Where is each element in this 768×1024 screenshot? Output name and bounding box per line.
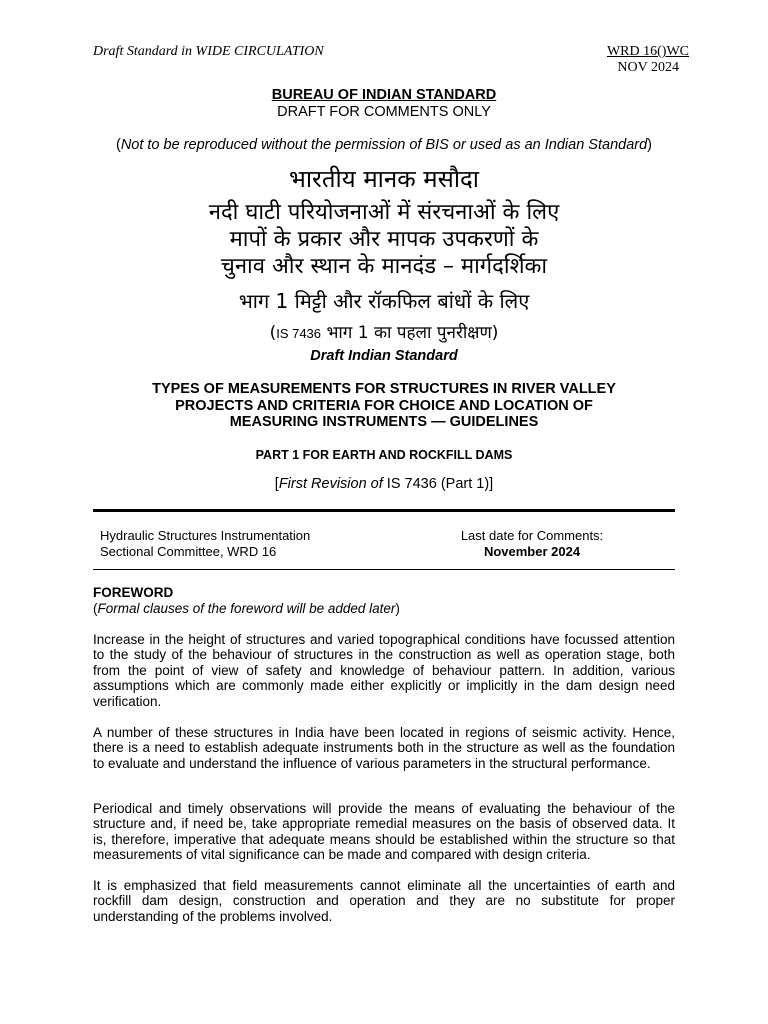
hindi-standard-title bbox=[0, 199, 768, 280]
committee-line: Hydraulic Structures Instrumentation bbox=[100, 528, 311, 543]
hindi-part-title: भाग 1 मिट्टी और रॉकफिल बांधों के लिए bbox=[238, 289, 530, 313]
foreword-subtitle-text: Formal clauses of the foreword will be added later bbox=[97, 601, 396, 616]
foreword-subtitle: (Formal clauses of the foreword will be added later) bbox=[93, 601, 400, 616]
reproduction-notice: (Not to be reproduced without the permission of BIS or used as an Indian Standard) bbox=[115, 137, 653, 153]
thin-divider bbox=[93, 569, 675, 570]
comments-deadline-date: November 2024 bbox=[483, 544, 581, 559]
thick-divider bbox=[93, 509, 675, 512]
committee-line: Sectional Committee, WRD 16 bbox=[100, 544, 277, 559]
draft-indian-standard-label: Draft Indian Standard bbox=[310, 348, 458, 364]
foreword-paragraph: A number of these structures in India have been located in regions of seismic activity. Hence, there is a need to establish adequate instruments both in the structure as well as the foundation to evaluate and understand the influence of various parameters in the structural performance. bbox=[93, 725, 675, 771]
english-standard-title bbox=[0, 381, 768, 431]
hindi-revision-is: IS 7436 bbox=[276, 326, 322, 341]
hindi-title: भारतीय मानक मसौदा bbox=[288, 165, 480, 193]
hindi-revision-text: भाग 1 का पहला पुनरीक्षण bbox=[326, 323, 492, 343]
committee-name bbox=[100, 528, 310, 560]
part-title: PART 1 FOR EARTH AND ROCKFILL DAMS bbox=[255, 448, 513, 462]
revision-note: [First Revision of IS 7436 (Part 1)] bbox=[274, 476, 494, 492]
hindi-title-line: चुनाव और स्थान के मानदंड – मार्गदर्शिका bbox=[220, 254, 548, 279]
foreword-paragraph: It is emphasized that field measurements cannot eliminate all the uncertainties of earth and rockfill dam design, construction and operation and they are no substitute for proper understanding of the problems involved. bbox=[93, 878, 675, 924]
bureau-heading: BUREAU OF INDIAN STANDARD bbox=[271, 87, 497, 103]
foreword-heading: FOREWORD bbox=[93, 585, 174, 600]
english-title-line: MEASURING INSTRUMENTS — GUIDELINES bbox=[229, 414, 539, 430]
comments-deadline bbox=[430, 528, 634, 560]
hindi-title-line: नदी घाटी परियोजनाओं में संरचनाओं के लिए bbox=[208, 200, 560, 225]
revision-italic: First Revision of bbox=[278, 476, 383, 492]
document-code: WRD 16()WC bbox=[606, 44, 689, 59]
circulation-label: Draft Standard in WIDE CIRCULATION bbox=[93, 44, 324, 59]
hindi-revision-note: (IS 7436 भाग 1 का पहला पुनरीक्षण) bbox=[269, 323, 499, 343]
revision-text: IS 7436 (Part 1) bbox=[382, 476, 490, 492]
document-code-block bbox=[607, 44, 689, 76]
hindi-title-line: मापों के प्रकार और मापक उपकरणों के bbox=[229, 227, 539, 252]
comments-deadline-label: Last date for Comments: bbox=[460, 528, 604, 543]
reproduction-notice-text: Not to be reproduced without the permission of BIS or used as an Indian Standard bbox=[120, 137, 648, 153]
english-title-line: PROJECTS AND CRITERIA FOR CHOICE AND LOCATION OF bbox=[175, 397, 593, 414]
foreword-paragraph: Increase in the height of structures and varied topographical conditions have focussed attention to the study of the behaviour of structures in the construction as well as operation stage, both from the point of view of safety and knowledge of behaviour pattern. In addition, various assumptions which are commonly made either explicitly or implicitly in the dam design need verification. bbox=[93, 632, 675, 709]
english-title-line: TYPES OF MEASUREMENTS FOR STRUCTURES IN RIVER VALLEY bbox=[152, 381, 616, 397]
document-date: NOV 2024 bbox=[617, 60, 679, 75]
foreword-paragraph: Periodical and timely observations will provide the means of evaluating the behaviour of the structure and, if need be, take appropriate remedial measures on the basis of observed data. It is, therefore, imperative that adequate means should be established within the structure so that measurements of vital significance can be made and compared with design criteria. bbox=[93, 801, 675, 863]
draft-for-comments: DRAFT FOR COMMENTS ONLY bbox=[277, 104, 491, 120]
